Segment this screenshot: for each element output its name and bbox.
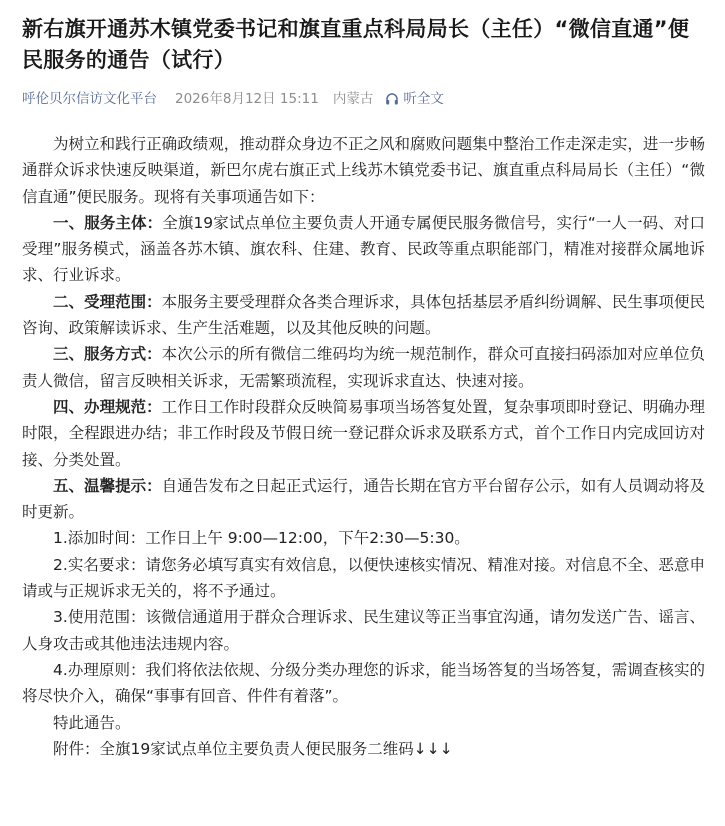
section-heading: 三、服务方式： — [53, 345, 162, 364]
article-title: 新右旗开通苏木镇党委书记和旗直重点科局局长（主任）“微信直通”便民服务的通告（试行） — [22, 17, 690, 72]
section-paragraph — [22, 341, 705, 394]
closing-line: 特此通告。 — [53, 713, 131, 732]
section-text: 本次公示的所有微信二维码均为统一规范制作，群众可直接扫码添加对应单位负责人微信，留言反映相关诉求，无需繁琐流程，实现诉求直达、快速对接。 — [22, 345, 705, 390]
listen-full-button[interactable] — [385, 89, 444, 109]
article-body — [22, 131, 705, 762]
section-paragraph — [22, 473, 705, 526]
tip-item: 3.使用范围：该微信通道用于群众合理诉求、民生建议等正当事宜沟通，请勿发送广告、谣言、人身攻击或其他违法违规内容。 — [22, 608, 705, 653]
section-text: 本服务主要受理群众各类合理诉求，具体包括基层矛盾纠纷调解、民生事项便民咨询、政策解读诉求、生产生活难题，以及其他反映的问题。 — [22, 292, 705, 338]
attachment-line: 附件：全旗19家试点单位主要负责人便民服务二维码↓↓↓ — [53, 739, 453, 758]
headphones-icon — [385, 92, 399, 106]
section-text: 全旗19家试点单位主要负责人开通专属便民服务微信号，实行“一人一码、对口受理”服务模式，涵盖各苏木镇、旗农科、住建、教育、民政等重点职能部门，精准对接群众属地诉求、行业诉求。 — [22, 213, 705, 285]
section-paragraph — [22, 289, 705, 342]
intro-paragraph: 为树立和践行正确政绩观，推动群众身边不正之风和腐败问题集中整治工作走深走实，进一步畅通群众诉求快速反映渠道，新巴尔虎右旗正式上线苏木镇党委书记、旗直重点科局局长（主任）“微信直通”便民服务。现将有关事项通告如下： — [22, 135, 705, 206]
listen-full-label: 听全文 — [403, 91, 444, 107]
tip-item: 1.添加时间：工作日上午 9:00—12:00，下午2:30—5:30。 — [53, 529, 470, 548]
section-text: 工作日工作时段群众反映简易事项当场答复处置，复杂事项即时登记、明确办理时限，全程跟进办结；非工作时段及节假日统一登记群众诉求及联系方式，首个工作日内完成回访对接、分类处置。 — [22, 397, 705, 469]
tip-item: 4.办理原则：我们将依法依规、分级分类办理您的诉求，能当场答复的当场答复，需调查核实的将尽快介入，确保“事事有回音、件件有着落”。 — [22, 660, 705, 706]
section-text: 自通告发布之日起正式运行，通告长期在官方平台留存公示，如有人员调动将及时更新。 — [22, 476, 705, 522]
section-heading: 二、受理范围： — [53, 292, 162, 311]
tip-item: 2.实名要求：请您务必填写真实有效信息，以便快速核实情况、精准对接。对信息不全、恶意申请或与正规诉求无关的，将不予通过。 — [22, 555, 705, 601]
publish-location: 内蒙古 — [332, 91, 374, 107]
article-meta — [22, 89, 705, 109]
section-heading: 四、办理规范： — [53, 397, 162, 416]
section-paragraph — [22, 210, 705, 289]
section-heading: 五、温馨提示： — [53, 476, 162, 495]
section-heading: 一、服务主体： — [53, 213, 163, 232]
account-name-link[interactable]: 呼伦贝尔信访文化平台 — [22, 91, 157, 107]
publish-date: 2026年8月12日 15:11 — [175, 91, 319, 107]
section-paragraph — [22, 394, 705, 473]
